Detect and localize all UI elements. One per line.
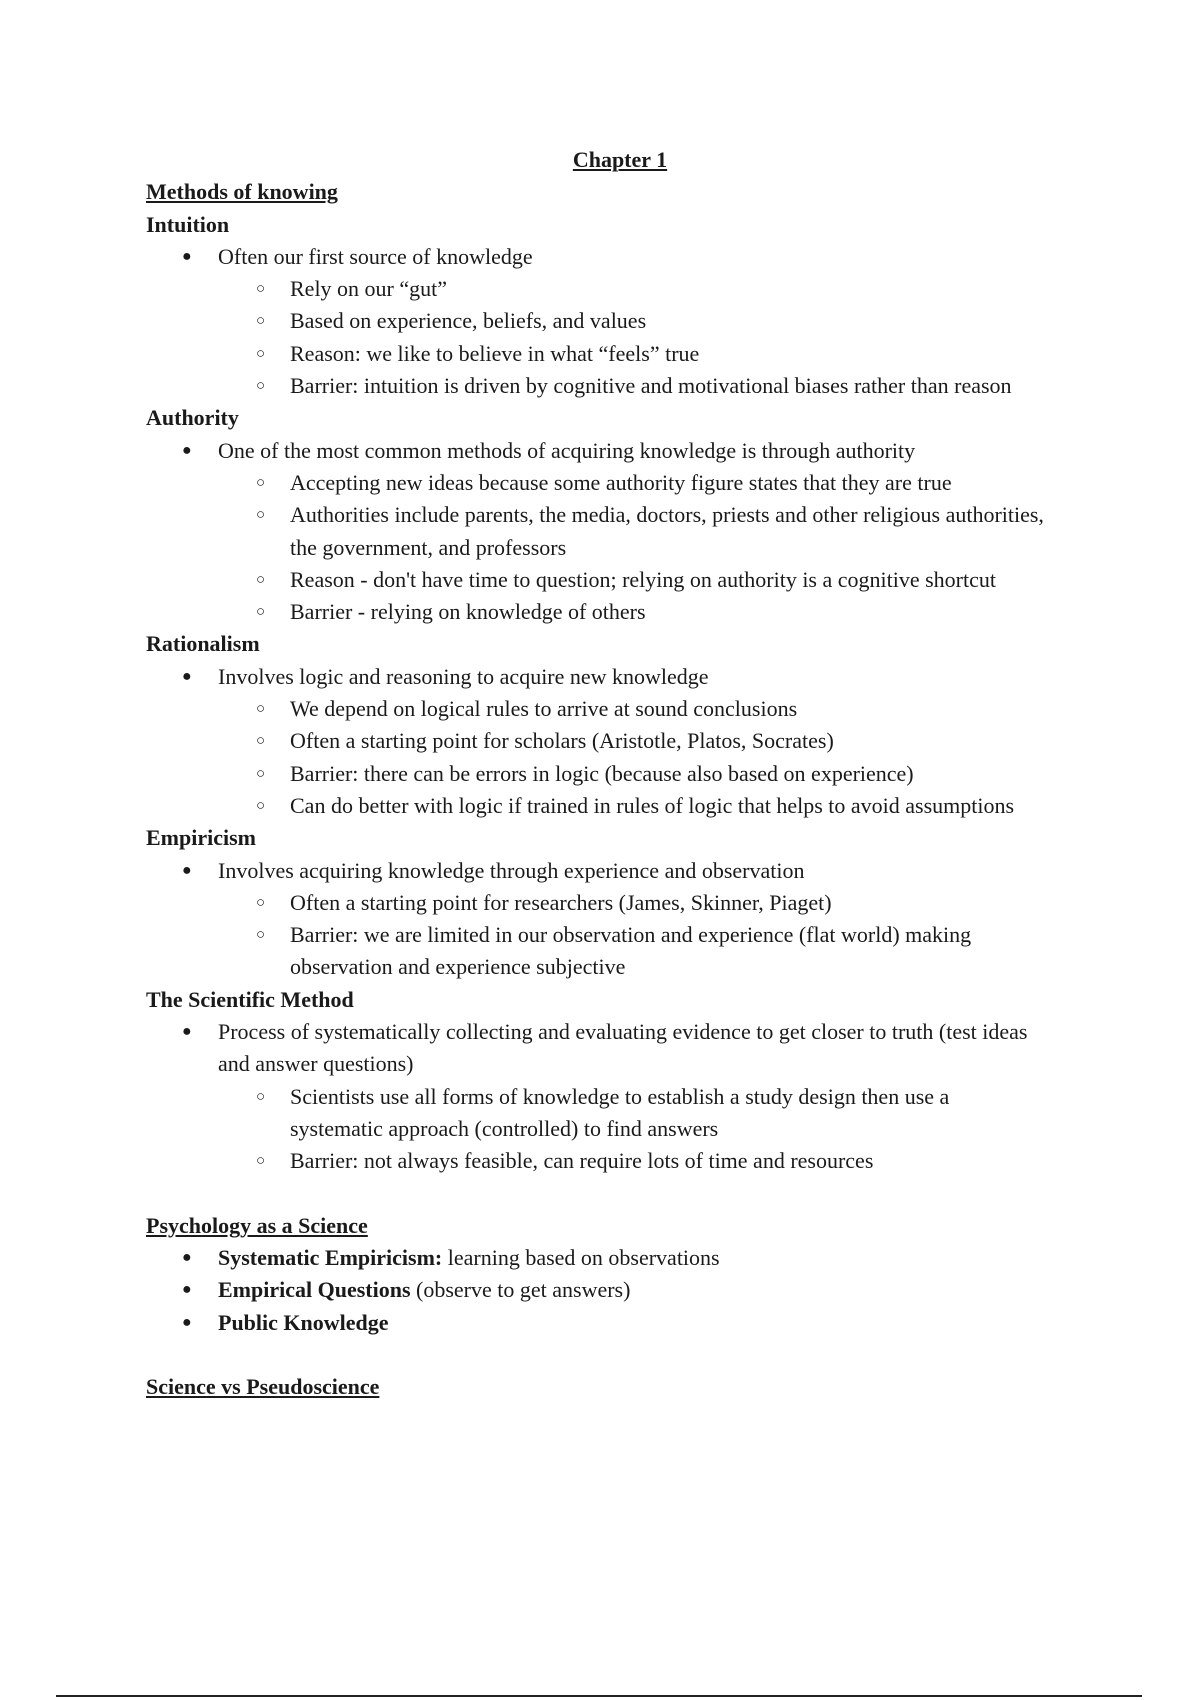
list-item: ○ Often a starting point for scholars (Aristotle, Platos, Socrates) [146,725,1096,757]
subheading-rationalism: Rationalism [146,631,260,657]
list-item: ○ Barrier: we are limited in our observation and experience (flat world) making observation and experience subjective [146,919,1096,984]
subheading-authority: Authority [146,405,239,431]
section-heading-pseudoscience: Science vs Pseudoscience [146,1374,380,1400]
document-page [146,144,1096,1404]
rationalism-list [146,661,1096,822]
term: Public Knowledge [218,1309,389,1335]
psychology-list [146,1242,1096,1339]
list-item: ● Involves acquiring knowledge through experience and observation [146,855,1096,887]
list-item: ○ Barrier: not always feasible, can require lots of time and resources [146,1145,1096,1177]
empiricism-list [146,855,1096,984]
section-heading-methods: Methods of knowing [146,179,338,205]
list-item: ○ Reason: we like to believe in what “feels” true [146,338,1096,370]
spacer [146,1178,1096,1210]
page-title: Chapter 1 [572,147,668,172]
subheading-empiricism: Empiricism [146,825,256,851]
term: Empirical Questions [218,1277,411,1303]
bottom-divider [56,1695,1142,1697]
list-item: ○ Barrier: intuition is driven by cognitive and motivational biases rather than reason [146,370,1096,402]
term-description: (observe to get answers) [410,1277,631,1303]
list-item: ○ Authorities include parents, the media, doctors, priests and other religious authorities, the government, and professors [146,499,1096,564]
scientific-method-list [146,1016,1096,1177]
list-item [146,1242,1096,1274]
list-item [146,1307,1096,1339]
list-item: ○ Based on experience, beliefs, and values [146,305,1096,337]
term: Systematic Empiricism: [218,1245,443,1271]
list-item: ● One of the most common methods of acquiring knowledge is through authority [146,435,1096,467]
list-item: ● Involves logic and reasoning to acquire new knowledge [146,661,1096,693]
subheading-intuition: Intuition [146,211,230,237]
list-item: ● Often our first source of knowledge [146,241,1096,273]
section-heading-psychology: Psychology as a Science [146,1212,368,1238]
list-item: ○ We depend on logical rules to arrive at sound conclusions [146,693,1096,725]
intuition-list [146,241,1096,402]
list-item: ○ Reason - don't have time to question; relying on authority is a cognitive shortcut [146,564,1096,596]
list-item: ○ Barrier: there can be errors in logic (because also based on experience) [146,758,1096,790]
list-item [146,1274,1096,1306]
list-item: ○ Accepting new ideas because some authority figure states that they are true [146,467,1096,499]
list-item: ○ Can do better with logic if trained in rules of logic that helps to avoid assumptions [146,790,1096,822]
subheading-scientific-method: The Scientific Method [146,986,354,1012]
authority-list [146,435,1096,629]
list-item: ○ Often a starting point for researchers (James, Skinner, Piaget) [146,887,1096,919]
spacer [146,1339,1096,1371]
list-item: ● Process of systematically collecting and evaluating evidence to get closer to truth (test ideas and answer questions) [146,1016,1096,1081]
term-description: learning based on observations [442,1245,720,1271]
list-item: ○ Barrier - relying on knowledge of others [146,596,1096,628]
list-item: ○ Rely on our “gut” [146,273,1096,305]
list-item: ○ Scientists use all forms of knowledge to establish a study design then use a systematic approach (controlled) to find answers [146,1081,1096,1146]
